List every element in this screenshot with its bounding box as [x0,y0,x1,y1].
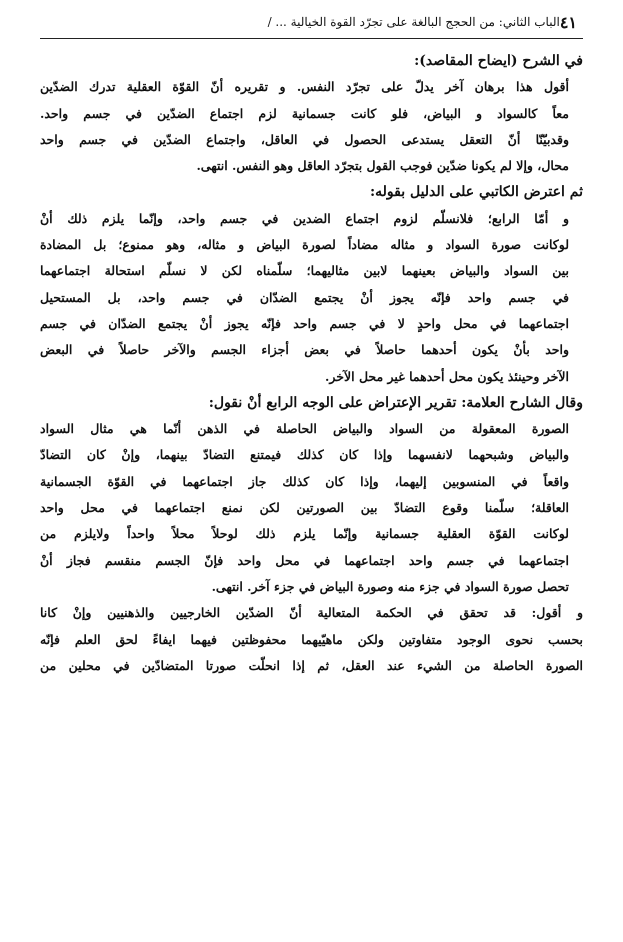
text-line: و أقول: قد تحقق في الحكمة المتعالية أنّ الضدّين الخارجيين والذهنيين وإنْ كانا [40,605,583,621]
text-line: الآخر وحينئذ يكون محل أحدهما غير محل الآخر. [325,368,569,384]
running-header-title: الباب الثاني: من الحجج البالغة على تجرّد القوة الخيالية ... / [267,15,560,29]
text-line: بحسب نحوى الوجود متفاوتين ولكن ماهيّيهما محفوظتين فيهما ايفاءً لحق العلم فإنّه [40,631,583,647]
text-line: و أمّا الرابع؛ فلانسلّم لزوم اجتماع الضدين في جسم واحد، وإنّما يلزم ذلك أنْ [40,210,569,226]
text-line: وقدبيّنّا أنّ التعقل يستدعى الحصول في العاقل، واجتماع الضدّين في جسم واحد [40,131,569,147]
text-line: الصورة المعقولة من السواد والبياض الحاصلة في الذهن أنّما هي مثال السواد [40,421,569,437]
section-heading-allama: وقال الشارح العلامة: تقرير الإعتراض على الوجه الرابع أنْ نقول: [208,394,583,411]
section-heading-sharh: في الشرح (ايضاح المقاصد): [414,53,583,69]
text-line: والبياض وشبحهما لانفسهما وإذا كان كذلك فيمتنع التضادّ بينهما، وإنْ كان التضادّ [40,447,569,463]
text-line: الصورة الحاصلة من الشيء عند العقل، ثم إذا انحلّت صورتا المتضادّين في محلين من [40,657,583,673]
text-line: لوكانت القوّة العقلية جسمانية وإنّما يلزم ذلك لوحلاً محلاً واحداً ولايلزم من [40,526,569,542]
text-line: واحد بأنْ يكون أحدهما حاصلاً في بعض أجزاء الجسم والآخر حاصلاً في البعض [40,342,569,358]
section-heading-katibi: ثم اعترض الكاتبي على الدليل بقوله: [369,184,583,201]
text-line: بين السواد والبياض بعينهما لابين مثاليهما؛ سلّمناه لكن لا نسلّم استحالة اجتماعهما [40,263,569,279]
page-number: ٤١ [559,12,577,32]
header-divider [40,38,583,39]
text-line: في جسم واحد فإنّه يجوز أنْ يجتمع الضدّان في جسم واحد، بل المستحيل [40,289,569,305]
text-line: اجتماعهما في محل واحدٍ لا في جسم واحد فإنّه يجوز أنْ يجتمع الضدّان في جسم [40,315,569,331]
text-line: تحصل صورة السواد في جزء منه وصورة البياض في جزء آخر. انتهى. [211,578,569,594]
text-line: محال، وإلا لم يكونا ضدّين فوجب القول بتجرّد العاقل وهو النفس. انتهى. [196,158,569,174]
text-line: اجتماعهما في جسم واحد اجتماعهما في محل واحد فإنّ الجسم منقسم فجاز أنْ [40,552,569,568]
body-text [40,48,583,679]
text-line: لوكانت صورة السواد و مثاله مضاداً لصورة البياض و مثاله، وهو ممنوع؛ بل المضادة [40,237,569,253]
running-header [40,10,583,34]
text-line: معاً كالسواد و البياض، فلو كانت جسمانية لزم اجتماع الضدّين في جسم واحد. [40,105,569,121]
text-line: واقعاً في المنسوبين إليهما، وإذا كان كذلك جاز اجتماعهما في القوّة الجسمانية [40,473,569,489]
text-line: أقول هذا برهان آخر يدلّ على تجرّد النفس. و تقريره أنّ القوّة العقلية تدرك الضدّين [40,79,569,95]
text-line: العاقلة؛ سلّمنا وقوع التضادّ بين الصورتين لكن نمنع اجتماعهما في محل واحد [40,500,569,516]
